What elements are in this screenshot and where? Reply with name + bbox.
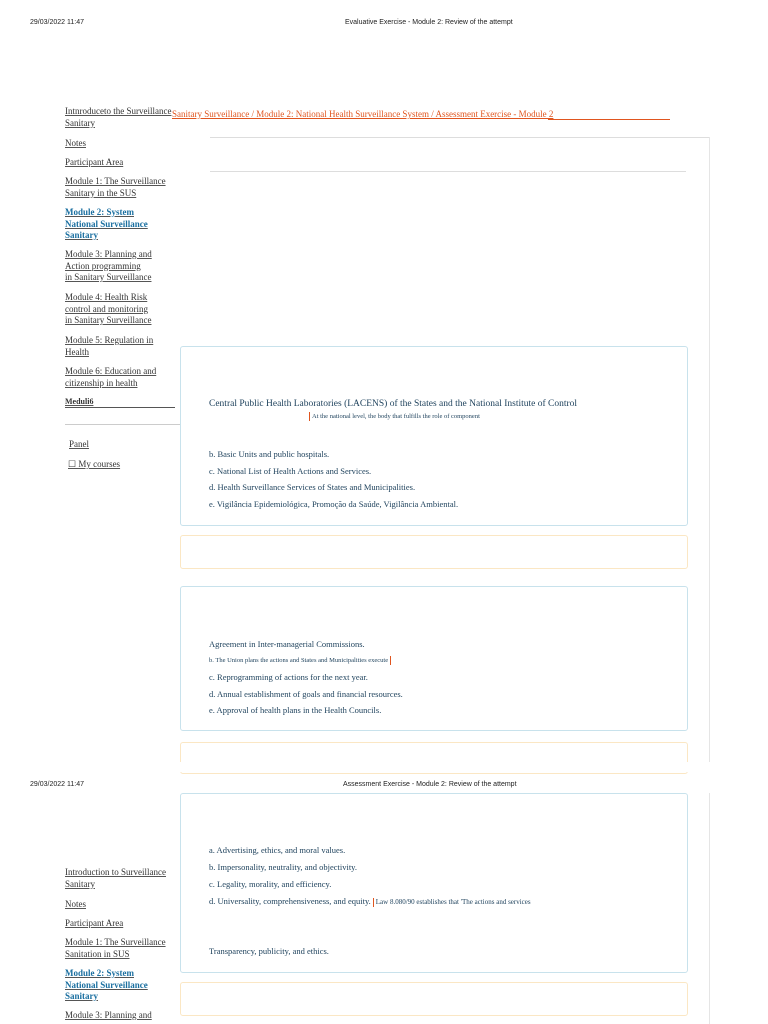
- sidebar-item-label: Health: [65, 346, 89, 357]
- print-datetime: 29/03/2022 11:47: [30, 781, 84, 788]
- sidebar-item-panel[interactable]: Panel: [69, 439, 89, 449]
- content-divider: [210, 171, 686, 172]
- sidebar-item-module-6-overlap[interactable]: Meduli6: [65, 397, 94, 406]
- question-1-option-c[interactable]: c. National List of Health Actions and Services.: [209, 466, 372, 476]
- sidebar-item-label: Module 2: System: [65, 207, 134, 217]
- sidebar-item-label: citizenship in health: [65, 377, 138, 388]
- feedback-text: At the national level, the body that fulfills the role of component: [312, 412, 480, 420]
- sidebar-item-module-1[interactable]: [65, 937, 180, 960]
- sidebar-item-participant-area[interactable]: Participant Area: [65, 157, 124, 167]
- sidebar-item-label: Module 3: Planning and: [65, 1010, 152, 1020]
- question-3-feedback-box: [180, 982, 688, 1016]
- question-1-feedback-box: [180, 535, 688, 569]
- sidebar-item-label: Module 6: Education and: [65, 366, 157, 376]
- sidebar-item-label: Sanitation in SUS: [65, 948, 130, 959]
- sidebar-item-participant-area[interactable]: Participant Area: [65, 918, 124, 928]
- content-right-border: [709, 137, 710, 762]
- sidebar-item-module-3[interactable]: [65, 1010, 180, 1022]
- question-3-option-d[interactable]: [209, 896, 531, 907]
- sidebar-item-label: Module 1: The Surveillance: [65, 937, 166, 947]
- sidebar-item-my-courses[interactable]: ☐ My courses: [68, 459, 121, 469]
- question-3-option-a[interactable]: a. Advertising, ethics, and moral values.: [209, 845, 346, 855]
- print-title: Evaluative Exercise - Module 2: Review of the attempt: [345, 19, 513, 26]
- sidebar-item-label: Sanitary in the SUS: [65, 187, 137, 198]
- sidebar-item-label: Intnroduceto the Surveillance: [65, 106, 172, 116]
- content-right-border: [709, 793, 710, 1024]
- sidebar-item-label: Sanitary: [65, 991, 99, 1001]
- sidebar-item-module-2[interactable]: [65, 968, 180, 1003]
- sidebar-item-label: National Surveillance: [65, 218, 148, 229]
- sidebar-item-label: Sanitary: [65, 230, 99, 240]
- sidebar-nav: [65, 0, 180, 1024]
- sidebar-item-label: in Sanitary Surveillance: [65, 272, 152, 282]
- question-1-feedback: [307, 412, 480, 421]
- question-1-answer-a[interactable]: Central Public Health Laboratories (LACENS) of the States and the National Institute of Control: [209, 399, 578, 409]
- sidebar-item-label: Introduction to Surveillance: [65, 867, 166, 877]
- question-2-option-b[interactable]: [209, 656, 393, 665]
- option-b-text: b. The Union plans the actions and States and Municipalities execute: [209, 656, 389, 664]
- print-datetime: 29/03/2022 11:47: [30, 19, 84, 26]
- question-3-option-c[interactable]: c. Legality, morality, and efficiency.: [209, 879, 332, 889]
- sidebar-item-intro[interactable]: [65, 867, 180, 890]
- sidebar-item-label: Module 5: Regulation in: [65, 335, 154, 345]
- question-1-option-b[interactable]: b. Basic Units and public hospitals.: [209, 449, 330, 459]
- sidebar-item-label: in Sanitary Surveillance: [65, 315, 152, 325]
- sidebar-item-notes[interactable]: Notes: [65, 899, 86, 909]
- question-2-answer-a[interactable]: Agreement in Inter-managerial Commissions.: [209, 639, 365, 649]
- sidebar-item-label: Module 4: Health Risk: [65, 292, 148, 302]
- content-top-rule: [210, 137, 710, 138]
- sidebar-item-label: Module 3: Planning and: [65, 249, 152, 259]
- print-title: Assessment Exercise - Module 2: Review of the attempt: [343, 781, 517, 788]
- feedback-marker: [309, 412, 310, 421]
- breadcrumb-underline: [548, 119, 670, 120]
- question-2-option-c[interactable]: c. Reprogramming of actions for the next year.: [209, 672, 368, 682]
- sidebar-item-label: Sanitary: [65, 878, 95, 889]
- question-1-option-e[interactable]: e. Vigilância Epidemiológica, Promoção da Saúde, Vigilância Ambiental.: [209, 499, 459, 509]
- breadcrumb[interactable]: Sanitary Surveillance / Module 2: National Health Surveillance System / Assessment Exercise - Module 2: [172, 109, 554, 119]
- sidebar-item-notes[interactable]: Notes: [65, 138, 86, 148]
- option-d-text: d. Universality, comprehensiveness, and equity.: [209, 896, 371, 906]
- sidebar-item-label: Module 2: System: [65, 968, 134, 978]
- sidebar-item-label: control and monitoring: [65, 303, 148, 314]
- sidebar-item-label: National Surveillance: [65, 979, 148, 990]
- feedback-marker: [390, 656, 391, 665]
- sidebar-item-label: Module 1: The Surveillance: [65, 176, 166, 186]
- sidebar-item-label: Sanitary: [65, 117, 95, 128]
- sidebar-item-label: Action programming: [65, 260, 141, 271]
- question-3-answer-e[interactable]: Transparency, publicity, and ethics.: [209, 946, 329, 956]
- question-2-option-e[interactable]: e. Approval of health plans in the Health Councils.: [209, 705, 382, 715]
- question-3-option-b[interactable]: b. Impersonality, neutrality, and objectivity.: [209, 862, 358, 872]
- question-2-option-d[interactable]: d. Annual establishment of goals and financial resources.: [209, 689, 403, 699]
- question-3-feedback: Law 8.080/90 establishes that 'The actions and services: [375, 898, 531, 906]
- feedback-marker: [373, 898, 374, 907]
- question-1-option-d[interactable]: d. Health Surveillance Services of States and Municipalities.: [209, 482, 416, 492]
